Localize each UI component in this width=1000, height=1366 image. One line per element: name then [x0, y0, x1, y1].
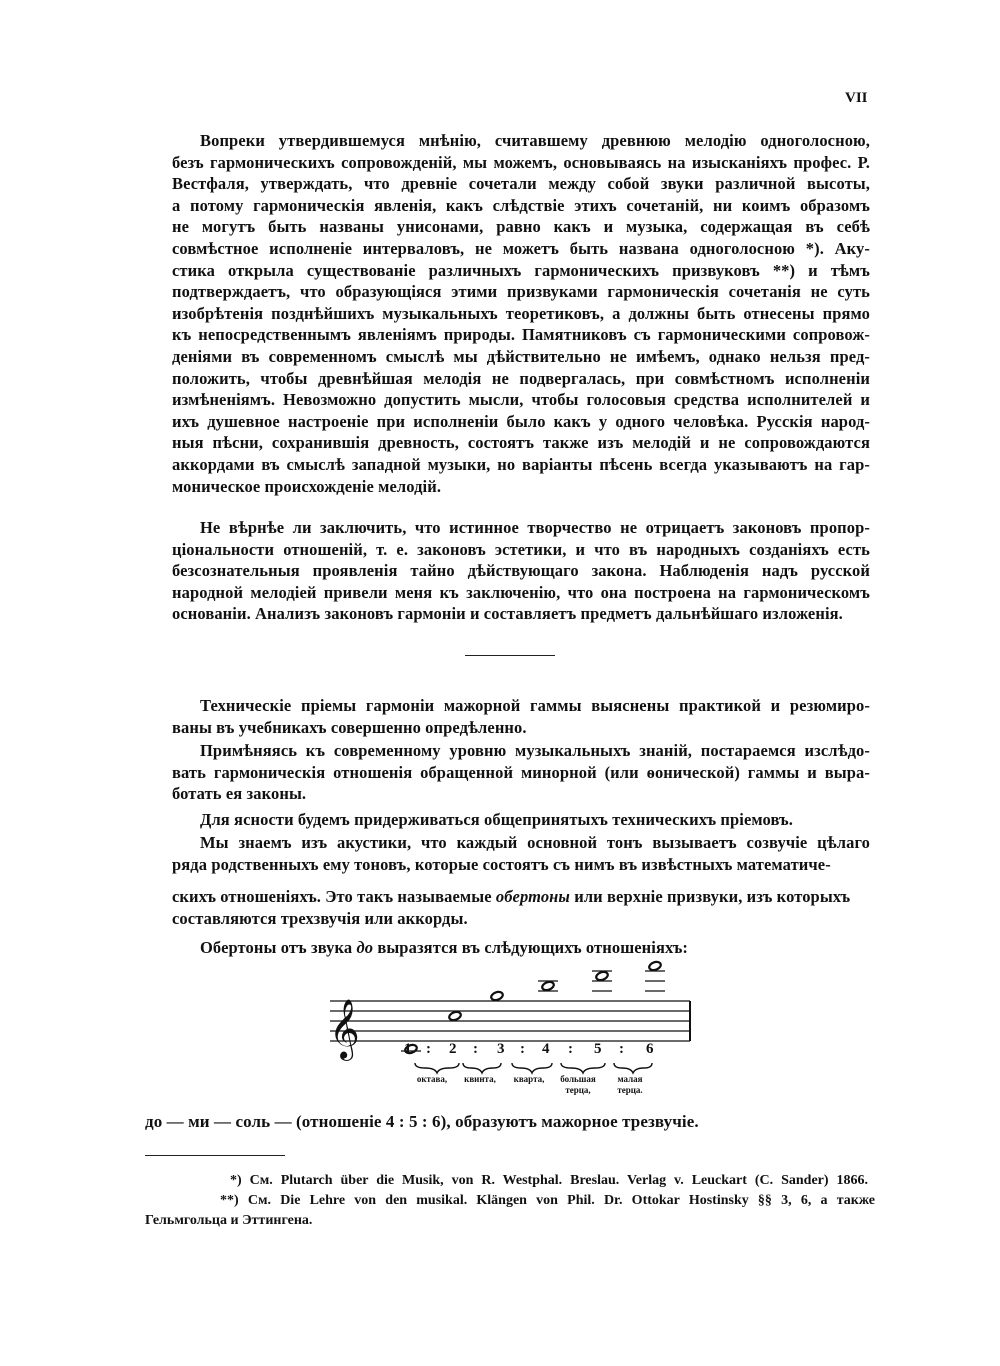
note-g6	[648, 960, 662, 971]
paragraph-line: Вестфаля, утверждать, что древніе сочетали между собой звуки различной высоты,	[172, 174, 870, 194]
ratio-separator: :	[568, 1041, 573, 1057]
interval-name: большая	[560, 1074, 596, 1084]
conclusion-line: до — ми — соль — (отношеніе 4 : 5 : 6), образуютъ мажорное трезвучіе.	[145, 1112, 699, 1131]
paragraph-line: изобрѣтенія позднѣйшихъ музыкальныхъ теоретиковъ, а должны быть отнесены прямо	[172, 303, 870, 323]
paragraph-line: Примѣняясь къ современному уровню музыкальныхъ знаній, постараемся изслѣдо-	[200, 741, 870, 760]
ratio-number: 5	[594, 1041, 602, 1057]
paragraph-line: ваны въ учебникахъ совершенно опредѣленно.	[172, 717, 527, 737]
ratio-separator: :	[520, 1041, 525, 1057]
paragraph-line: безъ гармоническихъ сопровожденій, мы можемъ, основываясь на изысканіяхъ профес. Р.	[172, 152, 870, 172]
paragraph-line: деніями въ современномъ смыслѣ мы дѣйствительно не имѣемъ, однако нельзя пред-	[172, 347, 870, 366]
interval-name: малая	[617, 1074, 643, 1084]
ratio-separator: :	[426, 1041, 431, 1057]
note-g5	[490, 990, 504, 1001]
paragraph-line: Не вѣрнѣе ли заключить, что истинное творчество не отрицаетъ законовъ пропор-	[200, 518, 870, 537]
interval-name: квинта,	[464, 1074, 496, 1084]
paragraph-line: стика открыла существованіе различныхъ гармоническихъ призвуковъ **) и тѣмъ	[172, 260, 870, 280]
paragraph-line: Мы знаемъ изъ акустики, что каждый основной тонъ вызываетъ созвучіе цѣлаго	[200, 833, 870, 852]
paragraph-line: Вопреки утвердившемуся мнѣнію, считавшему древнюю мелодію одноголосною,	[200, 131, 870, 150]
paragraph-line: Техническіе пріемы гармоніи мажорной гаммы выяснены практикой и резюмиро-	[200, 696, 870, 715]
interval-name-cont: терца,	[565, 1085, 591, 1095]
paragraph-line: не могутъ быть названы унисонами, равно какъ и музыка, содержащая въ себѣ	[172, 217, 870, 237]
ratio-number: 1	[404, 1041, 412, 1057]
note-c6	[541, 980, 555, 991]
interval-name: октава,	[416, 1074, 448, 1084]
paragraph-line: ихъ душевное настроеніе при исполненіи было какъ у одного человѣка. Русскія народ-	[172, 411, 870, 431]
paragraph-line: къ непосредственнымъ явленіямъ природы. Памятниковъ съ гармоническими сопровож-	[172, 325, 870, 345]
note-e6	[595, 970, 609, 981]
paragraph-line: ныя пѣсни, сохранившія древность, состоятъ также изъ мелодій и не сопровождаются	[172, 433, 870, 453]
note-c5	[448, 1010, 462, 1021]
interval-label	[455, 1074, 505, 1085]
ratio-separator: :	[473, 1041, 478, 1057]
footnote-1: *) См. Plutarch über die Musik, von R. Westphal. Breslau. Verlag v. Leuckart (C. Sander) 1866.	[230, 1173, 868, 1188]
page-number: VII	[845, 90, 868, 106]
paragraph-line: скихъ отношеніяхъ. Это такъ называемые обертоны или верхніе призвуки, изъ которыхъ	[172, 887, 851, 906]
ratio-number: 4	[542, 1041, 550, 1057]
paragraph-line: подтверждаетъ, что образующіяся этими призвуками гармоническія сочетанія не суть	[172, 282, 870, 302]
treble-clef-icon: 𝄞	[329, 999, 360, 1059]
overtones-intro: Обертоны отъ звука до выразятся въ слѣдующихъ отношеніяхъ:	[200, 938, 689, 957]
footnote-divider	[145, 1155, 285, 1156]
interval-name: кварта,	[513, 1074, 545, 1084]
interval-label	[407, 1074, 457, 1085]
paragraph-line: совмѣстное исполненіе интерваловъ, не можетъ быть названа одноголосною *). Аку-	[172, 239, 870, 258]
paragraph-line: составляются трехзвучія или аккорды.	[172, 909, 468, 928]
ratio-separator: :	[619, 1041, 624, 1057]
paragraph-line: ціональности отношеній, т. е. законовъ эстетики, и что въ народныхъ созданіяхъ есть	[172, 539, 870, 559]
paragraph-line: основаніи. Анализъ законовъ гармоніи и составляетъ предметъ дальнѣйшаго изложенія.	[172, 604, 843, 624]
footnote-2: **) См. Die Lehre von den musikal. Klängen von Phil. Dr. Ottokar Hostinsky §§ 3, 6, а также	[220, 1193, 875, 1208]
ratio-number: 2	[449, 1041, 457, 1057]
ratio-number: 3	[497, 1041, 505, 1057]
interval-name-cont: терца.	[617, 1085, 643, 1095]
paragraph-line: ботать ея законы.	[172, 784, 307, 804]
paragraph-line: народной мелодіей привели меня къ заключенію, что она построена на гармоническомъ	[172, 582, 870, 602]
paragraph-line: вать гармоническія отношенія обращенной минорной (или ѳонической) гаммы и выра-	[172, 762, 870, 782]
paragraph-line: положить, чтобы древнѣйшая мелодія не подвергалась, при совмѣстномъ исполненіи	[172, 368, 870, 388]
paragraph-line: безсознательныя проявленія тайно дѣйствующаго закона. Наблюденія надъ русской	[172, 561, 870, 581]
paragraph-line: измѣненіямъ. Невозможно допустить мысли, чтобы голосовыя средства исполнителей и	[172, 390, 870, 410]
interval-label	[504, 1074, 554, 1085]
paragraph-line: ряда родственныхъ ему тоновъ, которые состоятъ съ нимъ въ извѣстныхъ математиче-	[172, 854, 831, 874]
footnote-2-continued: Гельмгольца и Эттингена.	[145, 1213, 313, 1228]
ratio-number: 6	[646, 1041, 654, 1057]
paragraph-line: а потому гармоническія явленія, какъ слѣдствіе этихъ сочетаній, ни коимъ образомъ	[172, 195, 870, 215]
interval-label	[605, 1074, 655, 1096]
interval-label	[553, 1074, 603, 1096]
paragraph-line: Для ясности будемъ придерживаться общепринятыхъ техническихъ пріемовъ.	[200, 810, 793, 829]
interval-braces	[415, 1063, 652, 1073]
paragraph-line: аккордами въ смыслѣ западной музыки, но варіанты пѣсень всегда указываютъ на гар-	[172, 455, 870, 474]
paragraph-line: моническое происхожденіе мелодій.	[172, 476, 442, 496]
